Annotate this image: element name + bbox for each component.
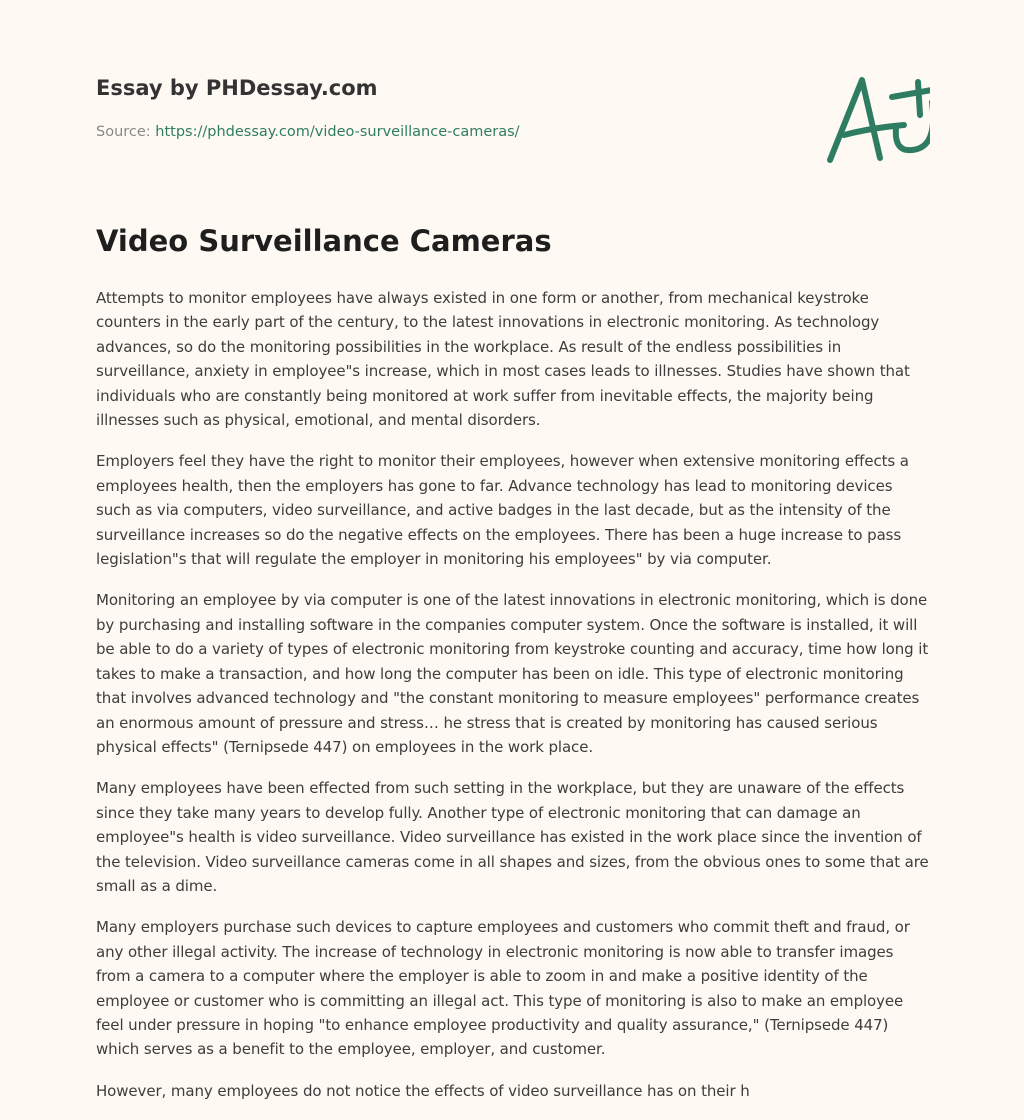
paragraph: Monitoring an employee by via computer is one of the latest innovations in electronic monitoring, which is done by purchasing and installing software in the companies computer system. Once the software is installed, it will be able to do a variety of types of electronic monitoring from keystroke counting and accuracy, time how long it takes to make a transaction, and how long the computer has been on idle. This type of electronic monitoring that involves advanced technology and "the constant monitoring to measure employees" performance creates an enormous amount of pressure and stress… he stress that is created by monitoring has caused serious physical effects" (Ternipsede 447) on employees in the work place. xyxy=(96,591,929,756)
paragraph: Many employers purchase such devices to capture employees and customers who commit theft and fraud, or any other illegal activity. The increase of technology in electronic monitoring is now able to transfer images from a camera to a computer where the employer is able to zoom in and make a positive identity of the employee or customer who is committing an illegal act. This type of monitoring is also to make an employee feel under pressure in hoping "to enhance employee productivity and quality assurance," (Ternipsede 447) which serves as a benefit to the employee, employer, and customer. xyxy=(96,918,910,1059)
a-plus-logo-icon xyxy=(820,40,930,165)
paragraph: Many employees have been effected from such setting in the workplace, but they are unaware of the effects since they take many years to develop fully. Another type of electronic monitoring that can damage an employee"s health is video surveillance. Video surveillance has existed in the work place since the invention of the television. Video surveillance cameras come in all shapes and sizes, from the obvious ones to some that are small as a dime. xyxy=(96,779,929,895)
paragraph: However, many employees do not notice the effects of video surveillance has on their h xyxy=(96,1081,750,1100)
site-header xyxy=(96,76,378,100)
brand-title: Essay by PHDessay.com xyxy=(96,76,378,100)
source-line xyxy=(96,124,520,140)
paragraph: Employers feel they have the right to monitor their employees, however when extensive monitoring effects a employees health, then the employers has gone to far. Advance technology has lead to monitoring devices such as via computers, video surveillance, and active badges in the last decade, but as the intensity of the surveillance increases so do the negative effects on the employees. There has been a huge increase to pass legislation"s that will regulate the employer in monitoring his employees" by via computer. xyxy=(96,452,909,569)
source-label: Source: xyxy=(96,124,151,140)
source-link[interactable]: https://phdessay.com/video-surveillance-cameras/ xyxy=(155,124,520,140)
essay-title: Video Surveillance Cameras xyxy=(96,224,552,258)
paragraph: Attempts to monitor employees have always existed in one form or another, from mechanical keystroke counters in the early part of the century, to the latest innovations in electronic monitoring. As technology advances, so do the monitoring possibilities in the workplace. As result of the endless possibilities in surveillance, anxiety in employee"s increase, which in most cases leads to illnesses. Studies have shown that individuals who are constantly being monitored at work suffer from inevitable effects, the majority being illnesses such as physical, emotional, and mental disorders. xyxy=(96,289,910,430)
essay-body xyxy=(96,286,930,1120)
